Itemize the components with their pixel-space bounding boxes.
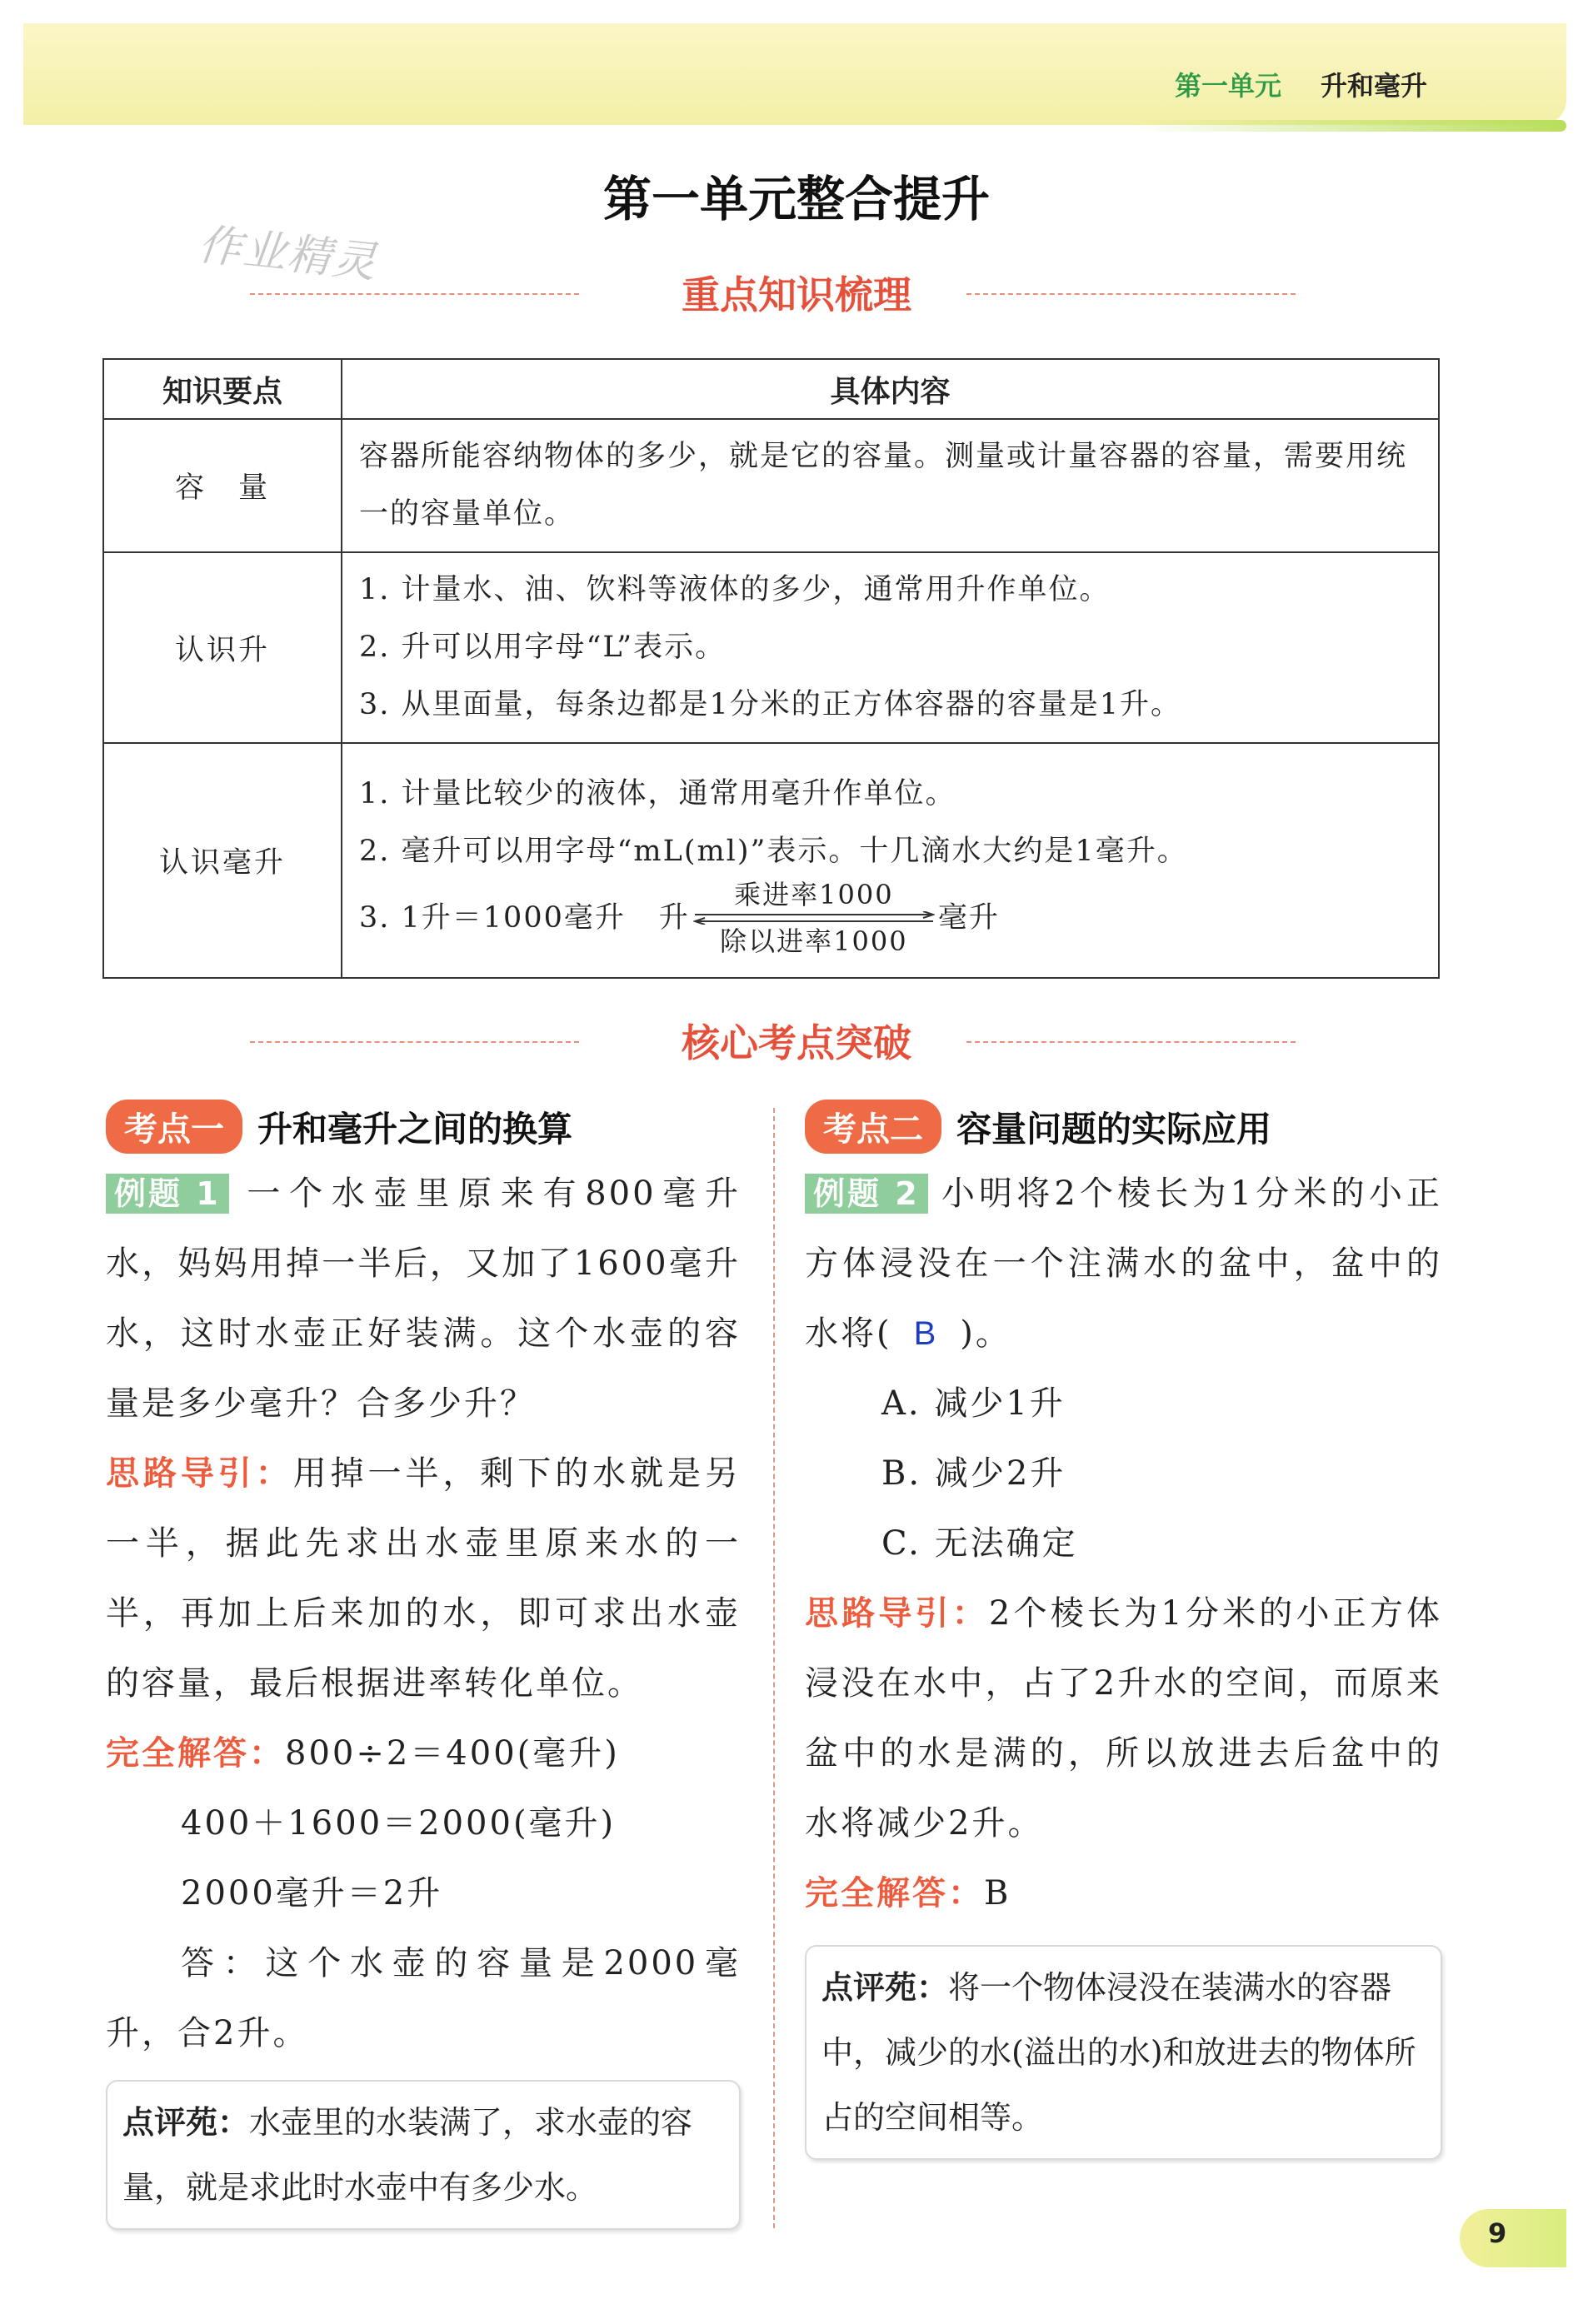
right-question-answer: B [913,1315,939,1352]
left-solution-line: 2000毫升＝2升 [181,1874,443,1913]
left-comment-label: 点评苑： [122,2104,250,2141]
left-hint-text: 用掉一半，剩下的水就是另一半，据此先求出水壶里原来水的一半，再加上后来加的水，即可求出水壶的容量，最后根据进率转化单位。 [106,1454,741,1703]
left-solution-line: 400＋1600＝2000(毫升) [181,1804,617,1843]
right-question-text: 小明将2个棱长为1分米的小正方体浸没在一个注满水的盆中，盆中的水将( [805,1174,1442,1353]
table-key-milliliter: 认识毫升 [103,743,342,978]
section1-right-rule [966,293,1296,295]
right-topic-header [805,1100,1442,1154]
left-solution [106,1718,741,1788]
table-content-liter [342,552,1439,743]
left-topic-title: 升和毫升之间的换算 [257,1108,573,1150]
table-header-row [103,359,1439,419]
page-number: 9 [1488,2217,1507,2249]
left-comment-text: 水壶里的水装满了，求水壶的容量，就是求此时水壶中有多少水。 [122,2104,693,2206]
table-line: 2. 升可以用字母“L”表示。 [359,631,727,664]
table-key-capacity: 容 量 [103,419,342,552]
table-line: 1. 计量水、油、饮料等液体的多少，通常用升作单位。 [359,573,1111,606]
table-line: 2. 毫升可以用字母“mL(ml)”表示。十几滴水大约是1毫升。 [359,835,1188,868]
table-content-milliliter [342,743,1439,978]
left-topic-tag: 考点一 [106,1100,242,1154]
table-head-key: 知识要点 [103,359,342,419]
table-line: 3. 从里面量，每条边都是1分米的正方体容器的容量是1升。 [359,688,1182,721]
left-answer: 答：这个水壶的容量是2000毫升，合2升。 [106,1944,741,2052]
right-solution-text: B [984,1874,1011,1913]
right-topic-tag: 考点二 [805,1100,941,1154]
watermark: 作业精灵 [195,219,380,289]
right-hint-text: 2个棱长为1分米的小正方体浸没在水中，占了2升水的空间，而原来盆中的水是满的，所以放进去后盆中的水将减少2升。 [805,1594,1443,1843]
left-hint-label: 思路导引： [106,1454,293,1493]
section2-right-rule [966,1041,1296,1043]
left-example-tag: 例题 1 [106,1174,229,1214]
section1-heading: 重点知识梳理 [682,272,911,317]
table-head-content: 具体内容 [342,359,1439,419]
left-solution-line-1: 800÷2＝400(毫升) [285,1734,620,1773]
conversion-arrows [693,878,935,958]
table-content-capacity [342,419,1439,552]
right-topic-title: 容量问题的实际应用 [956,1108,1272,1150]
double-arrow-icon [693,911,935,925]
table-row [103,419,1439,552]
conversion-to: 毫升 [937,900,1000,935]
right-hint [805,1578,1442,1858]
left-topic-header [106,1100,741,1154]
knowledge-table [102,358,1440,979]
right-question-end: )。 [960,1314,1011,1353]
right-example-tag: 例题 2 [805,1174,928,1214]
right-column [805,1100,1442,2160]
right-solution [805,1858,1442,1928]
header-topic: 升和毫升 [1321,70,1428,102]
conversion-bottom-label: 除以进率1000 [720,925,908,957]
option-b: B. 减少2升 [881,1454,1066,1493]
right-comment-label: 点评苑： [821,1969,949,2006]
table-row [103,743,1439,978]
right-question [805,1159,1442,1369]
table-line: 容器所能容纳物体的多少，就是它的容量。测量或计量容器的容量，需要用统一的容量单位。 [359,440,1408,531]
conversion-prefix: 3. 1升＝1000毫升 [359,900,626,935]
table-key-liter: 认识升 [103,552,342,743]
column-divider [773,1108,775,2228]
left-question [106,1159,741,1439]
right-comment-text: 将一个物体浸没在装满水的容器中，减少的水(溢出的水)和放进去的物体所占的空间相等。 [821,1969,1416,2136]
option-c: C. 无法确定 [881,1524,1078,1563]
section2-heading: 核心考点突破 [682,1020,911,1065]
left-comment-box [106,2080,741,2230]
header-unit: 第一单元 [1175,70,1282,102]
left-column [106,1100,741,2230]
page-title: 第一单元整合提升 [602,171,990,227]
left-hint [106,1439,741,1718]
right-solution-label: 完全解答： [805,1874,984,1913]
table-line: 1. 计量比较少的液体，通常用毫升作单位。 [359,777,956,810]
conversion-from: 升 [658,900,690,935]
right-comment-box [805,1945,1442,2160]
table-row [103,552,1439,743]
left-solution-label: 完全解答： [106,1734,285,1773]
page-number-band [1460,2209,1566,2267]
left-question-text: 一个水壶里原来有800毫升水，妈妈用掉一半后，又加了1600毫升水，这时水壶正好装满。这个水壶的容量是多少毫升？合多少升？ [106,1174,741,1423]
right-hint-label: 思路导引： [805,1594,989,1633]
conversion-top-label: 乘进率1000 [734,879,894,910]
conversion-row [359,880,1421,955]
option-a: A. 减少1升 [881,1384,1066,1423]
